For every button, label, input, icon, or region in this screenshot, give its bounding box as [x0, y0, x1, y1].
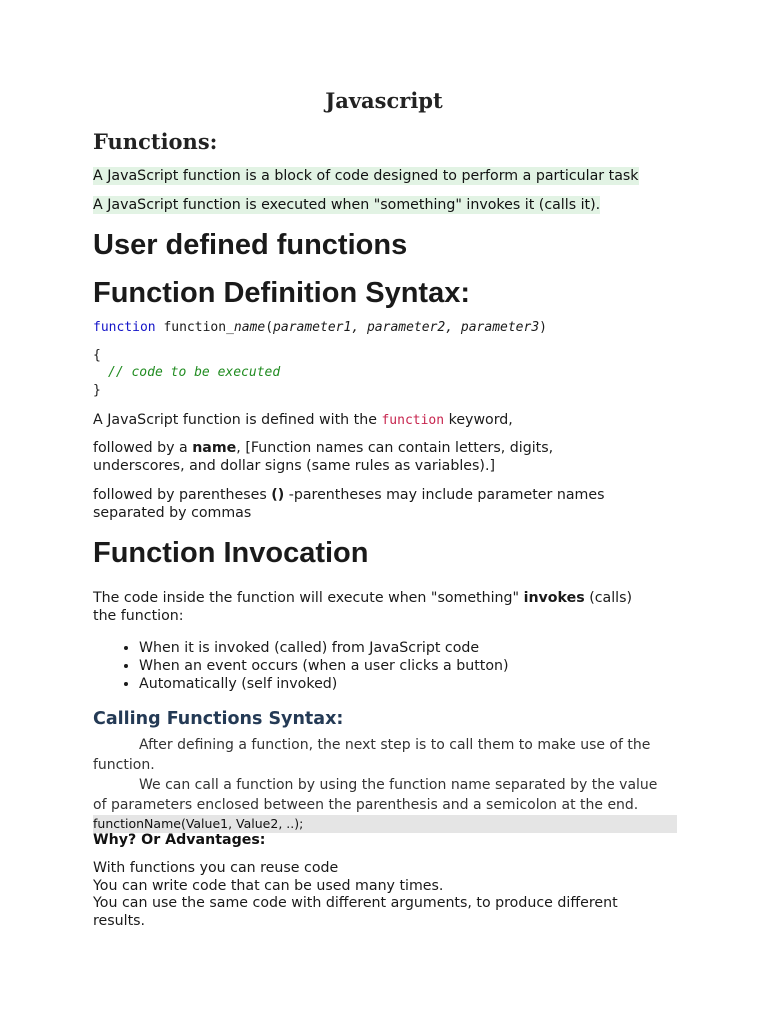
- code-close-brace: }: [93, 383, 101, 398]
- highlight-line-1: A JavaScript function is a block of code designed to perform a particular task: [93, 168, 639, 184]
- advantage-line: You can use the same code with different arguments, to produce different: [93, 895, 618, 911]
- code-function-name: function_name: [163, 320, 266, 335]
- list-item: • Automatically (self invoked): [139, 675, 509, 693]
- document-title: Javascript: [325, 88, 443, 113]
- list-item: • When an event occurs (when a user clicks a button): [139, 657, 509, 675]
- code-signature-line: function function_name(parameter1, parameter2, parameter3): [93, 320, 547, 335]
- user-defined-heading: User defined functions: [93, 229, 408, 261]
- followed-by-name-text: followed by a name, [Function names can contain letters, digits, underscores, and dollar signs (same rules as variables).]: [93, 440, 554, 474]
- functions-heading: Functions:: [93, 129, 218, 154]
- calling-heading: Calling Functions Syntax:: [93, 709, 344, 729]
- calling-paragraph-2: We can call a function by using the function name separated by the value of parameters enclosed between the parenthesis and a semicolon at the end.: [93, 777, 658, 813]
- highlight-line-2: A JavaScript function is executed when "something" invokes it (calls it).: [93, 197, 601, 213]
- code-open-brace: {: [93, 348, 101, 363]
- advantage-line: With functions you can reuse code: [93, 860, 339, 876]
- call-example: functionName(Value1, Value2, ..);: [93, 815, 677, 833]
- followed-by-parens-text: followed by parentheses () -parentheses may include parameter names separated by commas: [93, 487, 605, 521]
- calling-paragraph-1: After defining a function, the next step is to call them to make use of the function.: [93, 737, 651, 773]
- list-item: • When it is invoked (called) from JavaScript code: [139, 639, 509, 657]
- defined-with-text: A JavaScript function is defined with the function keyword,: [93, 412, 513, 428]
- invocation-heading: Function Invocation: [93, 537, 369, 569]
- inline-keyword: function: [381, 413, 445, 428]
- definition-heading: Function Definition Syntax:: [93, 277, 470, 309]
- invocation-text: The code inside the function will execute when "something" invokes (calls) the function:: [93, 590, 633, 624]
- code-keyword: function: [93, 320, 156, 335]
- invocation-bullet-list: [93, 639, 509, 693]
- why-heading: Why? Or Advantages:: [93, 832, 266, 848]
- code-params: parameter1, parameter2, parameter3: [273, 320, 540, 335]
- advantages-text: [93, 860, 618, 930]
- advantage-line: You can write code that can be used many times.: [93, 877, 444, 894]
- code-comment: // code to be executed: [108, 365, 281, 380]
- advantage-line: results.: [93, 912, 146, 929]
